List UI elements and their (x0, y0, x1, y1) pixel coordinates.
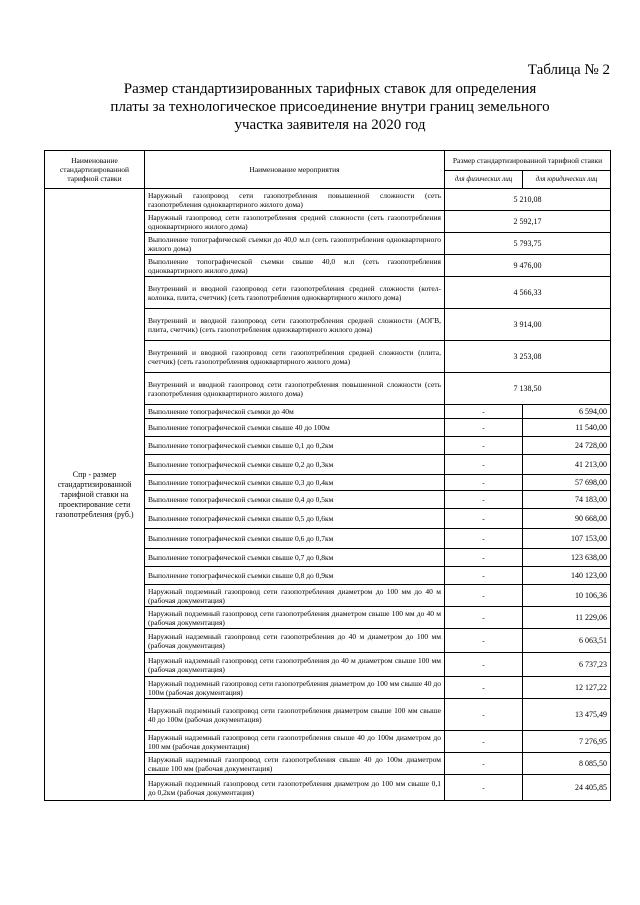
individual-rate-cell: - (445, 405, 523, 419)
activity-cell: Внутренний и вводной газопровод сети газопотребления средней сложности (АОГВ, плита, счетчик) (сеть газопотребления одноквартирного жилого дома) (145, 309, 445, 341)
legal-rate-cell: 24 405,85 (523, 775, 611, 801)
page-title (60, 80, 600, 134)
title-line-1: Размер стандартизированных тарифных ставок для определения (123, 81, 537, 97)
activity-cell: Наружный надземный газопровод сети газопотребления до 40 м диаметром до 100 мм (рабочая документация) (145, 629, 445, 653)
title-line-2: платы за технологическое присоединение внутри границ земельного (110, 99, 550, 115)
legal-rate-cell: 10 106,36 (523, 585, 611, 607)
activity-cell: Выполнение топографической съемки свыше 0,3 до 0,4км (145, 475, 445, 491)
tariff-table (44, 150, 611, 801)
rate-value-cell: 5 793,75 (445, 233, 611, 255)
activity-cell: Выполнение топографической съемки свыше 40,0 м.п (сеть газопотребления одноквартирного жилого дома) (145, 255, 445, 277)
activity-cell: Наружный надземный газопровод сети газопотребления свыше 40 до 100м диаметром до 100 мм (рабочая документация) (145, 731, 445, 753)
activity-cell: Наружный подземный газопровод сети газопотребления диаметром до 100 мм свыше 0,1 до 0,2км (рабочая документация) (145, 775, 445, 801)
tariff-rate-name-cell: Спр - размер стандартизированной тарифной ставки на проектирование сети газопотребления (руб.) (45, 189, 145, 801)
table-number: Таблица № 2 (527, 62, 610, 78)
legal-rate-cell: 13 475,49 (523, 699, 611, 731)
individual-rate-cell: - (445, 567, 523, 585)
activity-cell: Наружный надземный газопровод сети газопотребления до 40 м диаметром свыше 100 мм (рабочая документация) (145, 653, 445, 677)
legal-rate-cell: 57 698,00 (523, 475, 611, 491)
activity-cell: Выполнение топографической съемки свыше 0,1 до 0,2км (145, 437, 445, 455)
individual-rate-cell: - (445, 491, 523, 509)
activity-cell: Наружный подземный газопровод сети газопотребления диаметром до 100 мм свыше 40 до 100м (рабочая документация) (145, 677, 445, 699)
rate-value-cell: 2 592,17 (445, 211, 611, 233)
activity-cell: Выполнение топографической съемки до 40м (145, 405, 445, 419)
individual-rate-cell: - (445, 753, 523, 775)
activity-cell: Наружный газопровод сети газопотребления повышенной сложности (сеть газопотребления одноквартирного жилого дома) (145, 189, 445, 211)
individual-rate-cell: - (445, 607, 523, 629)
legal-rate-cell: 6 737,23 (523, 653, 611, 677)
activity-cell: Внутренний и вводной газопровод сети газопотребления средней сложности (плита, счетчик) (сеть газопотребления одноквартирного жилого дома) (145, 341, 445, 373)
legal-rate-cell: 11 540,00 (523, 419, 611, 437)
column-header-legal: для юридических лиц (523, 171, 611, 189)
individual-rate-cell: - (445, 455, 523, 475)
legal-rate-cell: 90 668,00 (523, 509, 611, 529)
activity-cell: Наружный подземный газопровод сети газопотребления диаметром свыше 100 мм до 40 м (рабочая документация) (145, 607, 445, 629)
individual-rate-cell: - (445, 509, 523, 529)
rate-value-cell: 3 914,00 (445, 309, 611, 341)
rate-value-cell: 4 566,33 (445, 277, 611, 309)
activity-cell: Наружный подземный газопровод сети газопотребления диаметром свыше 100 мм свыше 40 до 100м (рабочая документация) (145, 699, 445, 731)
legal-rate-cell: 6 063,51 (523, 629, 611, 653)
individual-rate-cell: - (445, 629, 523, 653)
individual-rate-cell: - (445, 549, 523, 567)
activity-cell: Выполнение топографической съемки свыше 0,6 до 0,7км (145, 529, 445, 549)
individual-rate-cell: - (445, 677, 523, 699)
individual-rate-cell: - (445, 529, 523, 549)
legal-rate-cell: 107 153,00 (523, 529, 611, 549)
activity-cell: Внутренний и вводной газопровод сети газопотребления средней сложности (котел-колонка, плита, счетчик) (сеть газопотребления одноквартирного жилого дома) (145, 277, 445, 309)
legal-rate-cell: 6 594,00 (523, 405, 611, 419)
activity-cell: Выполнение топографической съемки до 40,0 м.п (сеть газопотребления одноквартирного жилого дома) (145, 233, 445, 255)
legal-rate-cell: 7 276,95 (523, 731, 611, 753)
activity-cell: Выполнение топографической съемки свыше 40 до 100м (145, 419, 445, 437)
activity-cell: Выполнение топографической съемки свыше 0,8 до 0,9км (145, 567, 445, 585)
rate-value-cell: 5 210,08 (445, 189, 611, 211)
activity-cell: Наружный газопровод сети газопотребления средней сложности (сеть газопотребления одноквартирного жилого дома) (145, 211, 445, 233)
individual-rate-cell: - (445, 419, 523, 437)
legal-rate-cell: 123 638,00 (523, 549, 611, 567)
individual-rate-cell: - (445, 585, 523, 607)
rate-value-cell: 3 253,08 (445, 341, 611, 373)
activity-cell: Наружный надземный газопровод сети газопотребления свыше 40 до 100м диаметром свыше 100 мм (рабочая документация) (145, 753, 445, 775)
legal-rate-cell: 74 183,00 (523, 491, 611, 509)
activity-cell: Наружный подземный газопровод сети газопотребления диаметром до 100 мм до 40 м (рабочая документация) (145, 585, 445, 607)
table-row (45, 189, 611, 211)
activity-cell: Выполнение топографической съемки свыше 0,7 до 0,8км (145, 549, 445, 567)
column-header-individuals: для физических лиц (445, 171, 523, 189)
activity-cell: Выполнение топографической съемки свыше 0,2 до 0,3км (145, 455, 445, 475)
table-body (45, 189, 611, 801)
legal-rate-cell: 41 213,00 (523, 455, 611, 475)
legal-rate-cell: 140 123,00 (523, 567, 611, 585)
activity-cell: Выполнение топографической съемки свыше 0,5 до 0,6км (145, 509, 445, 529)
legal-rate-cell: 12 127,22 (523, 677, 611, 699)
column-header-activity: Наименование мероприятия (145, 151, 445, 189)
individual-rate-cell: - (445, 437, 523, 455)
individual-rate-cell: - (445, 731, 523, 753)
legal-rate-cell: 24 728,00 (523, 437, 611, 455)
legal-rate-cell: 11 229,06 (523, 607, 611, 629)
activity-cell: Внутренний и вводной газопровод сети газопотребления повышенной сложности (сеть газопотребления одноквартирного жилого дома) (145, 373, 445, 405)
column-header-name: Наименование стандартизированной тарифной ставки (45, 151, 145, 189)
title-line-3: участка заявителя на 2020 год (234, 117, 426, 133)
rate-value-cell: 9 476,00 (445, 255, 611, 277)
activity-cell: Выполнение топографической съемки свыше 0,4 до 0,5км (145, 491, 445, 509)
individual-rate-cell: - (445, 475, 523, 491)
column-header-size: Размер стандартизированной тарифной ставки (445, 151, 611, 171)
legal-rate-cell: 8 085,50 (523, 753, 611, 775)
individual-rate-cell: - (445, 775, 523, 801)
rate-value-cell: 7 138,50 (445, 373, 611, 405)
individual-rate-cell: - (445, 699, 523, 731)
individual-rate-cell: - (445, 653, 523, 677)
